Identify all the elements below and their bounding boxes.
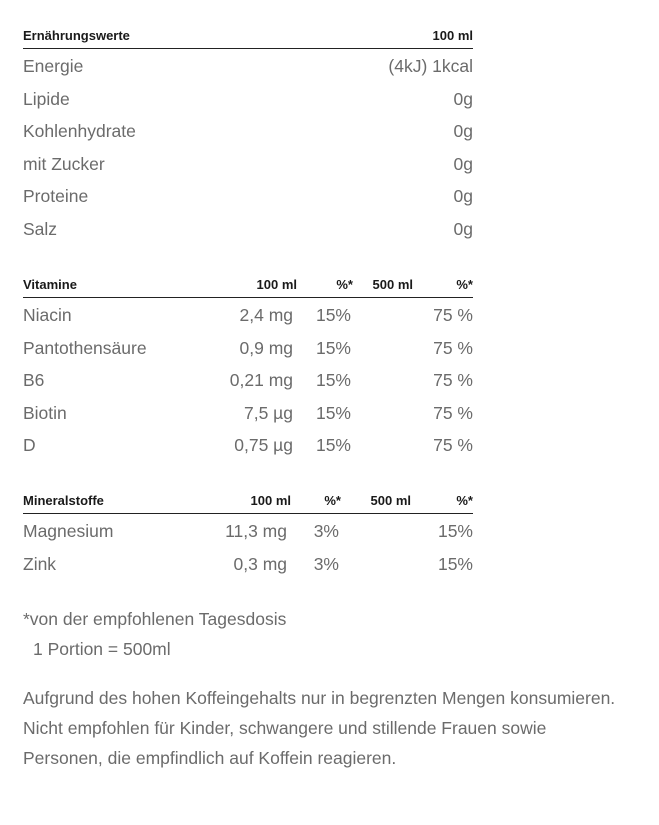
vitamins-header-percent-100ml: %* [336, 277, 353, 292]
table-row [23, 363, 473, 396]
warning-line: Nicht empfohlen für Kinder, schwangere und stillende Frauen sowie [23, 718, 547, 738]
vitamin-amount-100ml: 2,4 mg [239, 305, 293, 325]
table-row [23, 49, 473, 82]
mineral-amount-100ml: 11,3 mg [225, 521, 287, 541]
caffeine-warning [23, 683, 653, 773]
table-row [23, 147, 473, 180]
mineral-percent-100ml: 3% [313, 553, 339, 574]
nutrition-table-header [23, 22, 473, 49]
footnote-portion: 1 Portion = 500ml [33, 639, 171, 659]
vitamin-percent-500ml: 75 % [433, 435, 473, 456]
nutrition-table [23, 22, 473, 245]
vitamin-percent-500ml: 75 % [433, 305, 473, 325]
mineral-percent-100ml: 3% [313, 521, 339, 541]
table-row [23, 514, 473, 547]
warning-line: Personen, die empfindlich auf Koffein reagieren. [23, 748, 397, 768]
vitamins-header-per-500ml: 500 ml [372, 277, 413, 292]
minerals-table [23, 487, 473, 579]
vitamin-percent-100ml: 15% [315, 435, 351, 456]
vitamins-table-header [23, 271, 473, 298]
vitamin-amount-100ml: 7,5 µg [243, 402, 293, 423]
nutrient-name: Proteine [23, 186, 89, 207]
mineral-name: Zink [23, 553, 57, 574]
vitamins-header-label: Vitamine [23, 277, 77, 292]
vitamin-percent-500ml: 75 % [433, 337, 473, 358]
footnote-daily-intake: *von der empfohlenen Tagesdosis [23, 609, 287, 629]
minerals-header-label: Mineralstoffe [23, 493, 104, 508]
table-row [23, 179, 473, 212]
nutrition-header-label: Ernährungswerte [23, 28, 130, 43]
mineral-name: Magnesium [23, 521, 114, 541]
nutrient-value: 0g [453, 218, 473, 239]
vitamins-header-per-100ml: 100 ml [256, 277, 297, 292]
minerals-header-percent-100ml: %* [324, 493, 341, 508]
vitamins-header-percent-500ml: %* [456, 277, 473, 292]
vitamin-amount-100ml: 0,9 mg [239, 337, 293, 358]
vitamin-percent-500ml: 75 % [433, 402, 473, 423]
table-row [23, 396, 473, 429]
mineral-percent-500ml: 15% [437, 521, 473, 541]
minerals-table-header [23, 487, 473, 514]
table-row [23, 82, 473, 115]
nutrient-name: Energie [23, 56, 84, 76]
nutrient-value: 0g [453, 186, 473, 207]
vitamin-percent-100ml: 15% [315, 402, 351, 423]
table-row [23, 298, 473, 331]
table-row [23, 547, 473, 580]
table-row [23, 114, 473, 147]
vitamin-name: B6 [23, 370, 45, 391]
mineral-amount-100ml: 0,3 mg [233, 553, 287, 574]
nutrient-name: Salz [23, 218, 58, 239]
vitamin-name: Niacin [23, 305, 72, 325]
minerals-header-percent-500ml: %* [456, 493, 473, 508]
minerals-header-per-100ml: 100 ml [250, 493, 291, 508]
nutrient-value: 0g [453, 121, 473, 142]
vitamin-name: D [23, 435, 36, 456]
vitamin-name: Pantothensäure [23, 337, 147, 358]
vitamin-percent-500ml: 75 % [433, 370, 473, 391]
mineral-percent-500ml: 15% [437, 553, 473, 574]
vitamin-name: Biotin [23, 402, 67, 423]
table-row [23, 331, 473, 364]
warning-line: Aufgrund des hohen Koffeingehalts nur in begrenzten Mengen konsumieren. [23, 688, 616, 708]
vitamin-amount-100ml: 0,21 mg [229, 370, 293, 391]
vitamins-table [23, 271, 473, 461]
vitamin-percent-100ml: 15% [315, 337, 351, 358]
vitamin-percent-100ml: 15% [315, 370, 351, 391]
nutrient-name: Lipide [23, 88, 70, 109]
vitamin-amount-100ml: 0,75 µg [234, 435, 293, 456]
nutrient-value: 0g [453, 88, 473, 109]
table-row [23, 428, 473, 461]
nutrient-value: 0g [453, 153, 473, 174]
table-row [23, 212, 473, 245]
nutrient-name: Kohlenhydrate [23, 121, 136, 142]
nutrient-name: mit Zucker [23, 153, 105, 174]
vitamin-percent-100ml: 15% [315, 305, 351, 325]
minerals-header-per-500ml: 500 ml [370, 493, 411, 508]
nutrition-header-per-100ml: 100 ml [432, 28, 473, 43]
nutrient-value: (4kJ) 1kcal [388, 56, 473, 76]
